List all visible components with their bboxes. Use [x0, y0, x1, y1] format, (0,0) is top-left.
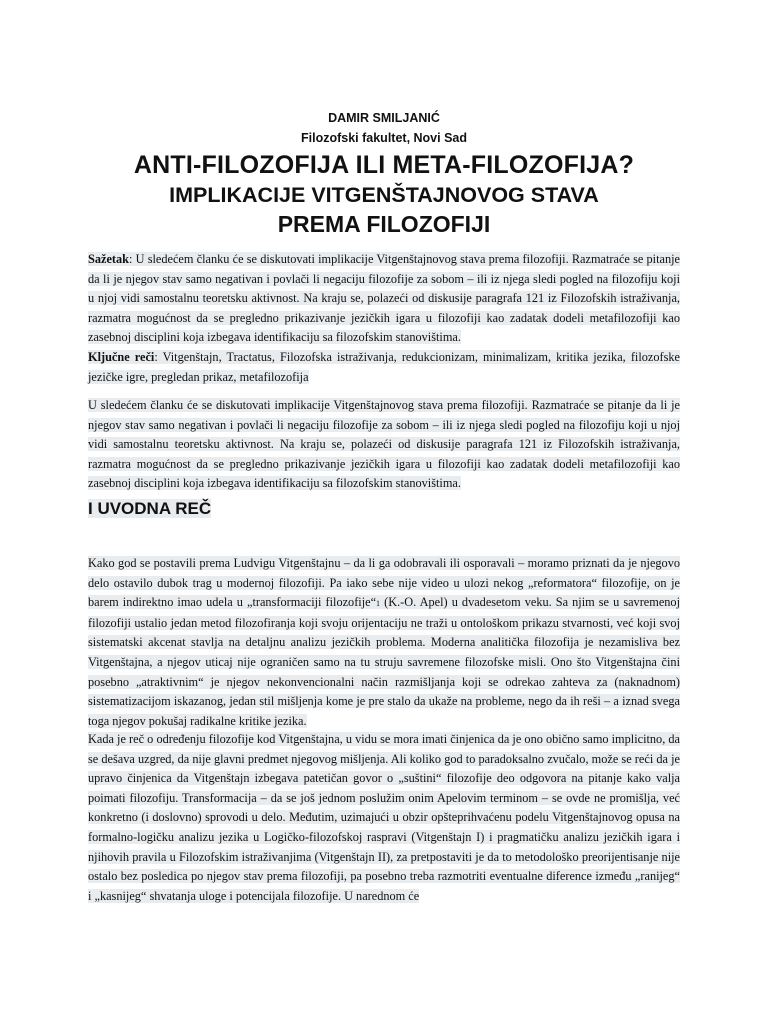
footnote-marker[interactable]: 1	[376, 599, 381, 609]
keywords-text: : Vitgenštajn, Tractatus, Filozofska istraživanja, redukcionizam, minimalizam, kritika jezika, filozofske jezičke igre, pregledan prikaz, metafilozofija	[88, 349, 680, 384]
author-block	[0, 108, 768, 148]
body-paragraph-1-part-1: Kako god se postavili prema Ludvigu Vitgenštajnu – da li ga odobravali ili osporavali – moramo priznati da je njegovo delo ostavilo dubok trag u modernoj filozofiji. Pa iako sebe nije video u ulozi nekog „reformatora“ filozofije, on je barem indirektno imao udela u „transformaciji filozofije“	[88, 556, 680, 610]
intro-paragraph	[88, 396, 680, 494]
abstract-text: : U sledećem članku će se diskutovati implikacije Vitgenštajnovog stava prema filozofiji. Razmatraće se pitanje da li je njegov stav samo negativan i povlači li negaciju filozofije za sobom – ili iz njega sledi pogled na filozofiju koji u njoj vidi samostalnu teoretsku aktivnost. Na kraju se, polazeći od diskusije paragrafa 121 iz Filozofskih istraživanja, razmatra mogućnost da se pregledno prikazivanje jezičkih igara u filozofiji kao zadatak dodeli metafilozofiji kao zasebnoj disciplini koja izbegava identifikaciju sa filozofskim stanovištima.	[88, 252, 680, 345]
title-line-2: IMPLIKACIJE VITGENŠTAJNOVOG STAVA	[169, 183, 599, 207]
body-paragraph-1	[88, 554, 680, 731]
section-heading-text: I UVODNA REČ	[88, 499, 212, 518]
abstract-block	[88, 250, 680, 387]
title-line-1: ANTI-FILOZOFIJA ILI META-FILOZOFIJA?	[133, 151, 635, 179]
title-line-3: PREMA FILOZOFIJI	[277, 211, 491, 237]
abstract-label: Sažetak	[88, 252, 129, 266]
paper-title	[0, 150, 768, 239]
body-paragraph-2-text: Kada je reč o određenju filozofije kod Vitgenštajna, u vidu se mora imati činjenica da je ono obično samo implicitno, da se dešava uzgred, da nije glavni predmet njegovog mišljenja. Ali koliko god to paradoksalno zvučalo, može se reći da je upravo činjenica da Vitgenštajn izbegava patetičan govor o „suštini“ filozofije deo odgovora na pitanje kako valja poimati filozofiju. Transformacija – da se još jednom poslužim onim Apelovim terminom – se ovde ne promišlja, već konkretno (i doslovno) sprovodi u delo. Međutim, uzimajući u obzir opšteprihvaćenu podelu Vitgenštajnovog opusa na formalno-logičku analizu jezika u Logičko-filozofskoj raspravi (Vitgenštajn I) i pragmatičku analizu jezičkih igara i njihovih pravila u Filozofskim istraživanjima (Vitgenštajn II), za pretpostaviti je da to metodološko preorijentisanje nije ostalo bez posledica po njegov stav prema filozofiji, pa posebno treba razmotriti eventualne diference između „ranijeg“ i „kasnijeg“ shvatanja uloge i potencijala filozofije. U narednom će	[88, 732, 680, 903]
body-paragraph-1-part-2: (K.-O. Apel) u dvadesetom veku. Sa njim se u savremenoj filozofiji ustalio jedan metod filozofiranja koji svoju orijentaciju ne traži u ontološkom prikazu stvarnosti, već koji svoj sistematski akcenat stavlja na detaljnu analizu jezičkih problema. Moderna analitička filozofija je nezamisliva bez Vitgenštajna, a njegov uticaj nije ograničen samo na tu struju savremene filozofske misli. Ono što Vitgenštajna čini posebno „atraktivnim“ je njegov nekonvencionalni način razmišljanja koji se odrekao zahteva za (naknadnom) sistematizacijom iskazanog, jedan stil mišljenja kome je pre stalo da ukaže na probleme, nego da ih reši – a iznad svega toga njegov pokušaj radikalne kritike jezika.	[88, 595, 680, 728]
intro-text: U sledećem članku će se diskutovati implikacije Vitgenštajnovog stava prema filozofiji. Razmatraće se pitanje da li je njegov stav samo negativan i povlači li negaciju filozofije za sobom – ili iz njega sledi pogled na filozofiju koji u njoj vidi samostalnu teoretsku aktivnost. Na kraju se, polazeći od diskusije paragrafa 121 iz Filozofskih istraživanja, razmatra mogućnost da se pregledno prikazivanje jezičkih igara u filozofiji kao zadatak dodeli metafilozofiji kao zasebnoj disciplini koja izbegava identifikaciju sa filozofskim stanovištima.	[88, 398, 680, 490]
abstract-paragraph	[88, 250, 680, 348]
section-heading	[88, 498, 211, 520]
body-paragraph-2	[88, 730, 680, 906]
author-name: DAMIR SMILJANIĆ	[328, 111, 440, 125]
keywords-paragraph	[88, 348, 680, 387]
keywords-label: Ključne reči	[88, 349, 155, 364]
author-affiliation: Filozofski fakultet, Novi Sad	[301, 131, 467, 145]
